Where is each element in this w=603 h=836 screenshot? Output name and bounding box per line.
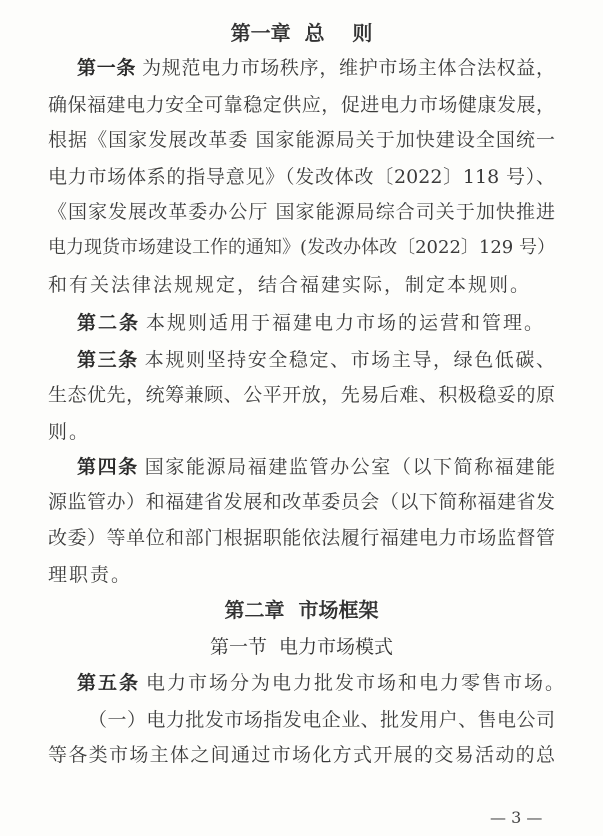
article-4-label: 第四条 [77, 456, 139, 478]
text: 为规范电力市场秩序，维护市场主体合法权益， [142, 57, 555, 79]
text: 本规则坚持安全稳定、市场主导，绿色低碳、 [144, 349, 555, 371]
article-4-line [77, 452, 555, 482]
text-line: 电力市场体系的指导意见》（发改体改〔2022〕118 号）、 [48, 166, 555, 188]
text-line: 生态优先，统筹兼顾、公平开放，先易后难、积极稳妥的原 [48, 384, 555, 406]
text: 本规则适用于福建电力市场的运营和管理。 [146, 312, 546, 334]
article-5-label: 第五条 [77, 672, 141, 694]
page-number: — 3 — [490, 808, 543, 827]
text-line: 电力现货市场建设工作的通知》(发改办体改〔2022〕129 号） [48, 237, 555, 258]
text-line: 则。 [48, 421, 91, 443]
text-line: 《国家发展改革委办公厅 国家能源局综合司关于加快推进 [48, 201, 555, 223]
text: 国家能源局福建监管办公室（以下简称福建能 [144, 456, 555, 478]
text: 电力市场分为电力批发市场和电力零售市场。 [146, 672, 567, 694]
text-line: 改委）等单位和部门根据职能依法履行福建电力市场监督管 [48, 527, 555, 549]
article-3-label: 第三条 [77, 349, 139, 371]
text-line: 和有关法律法规规定，结合福建实际，制定本规则。 [48, 274, 532, 296]
text-line: 等各类市场主体之间通过市场化方式开展的交易活动的总 [48, 744, 555, 766]
text-line: 确保福建电力安全可靠稳定供应，促进电力市场健康发展， [48, 94, 555, 116]
article-1-label: 第一条 [77, 57, 137, 79]
article-3-line [77, 345, 555, 375]
chapter-2-heading: 第二章 市场框架 [224, 598, 379, 622]
text-line: 根据《国家发展改革委 国家能源局关于加快建设全国统一 [48, 129, 555, 151]
article-1-line [77, 53, 555, 83]
text-line: 理职责。 [48, 564, 133, 586]
article-2-line [77, 308, 555, 338]
section-heading: 第一节 电力市场模式 [209, 636, 394, 658]
article-5-line [77, 668, 567, 698]
text-line: （一）电力批发市场指发电企业、批发用户、售电公司 [88, 709, 555, 731]
chapter-1-heading: 第一章 总 则 [230, 21, 373, 45]
text-line: 源监管办）和福建省发展和改革委员会（以下简称福建省发 [48, 491, 555, 513]
article-2-label: 第二条 [77, 312, 141, 334]
